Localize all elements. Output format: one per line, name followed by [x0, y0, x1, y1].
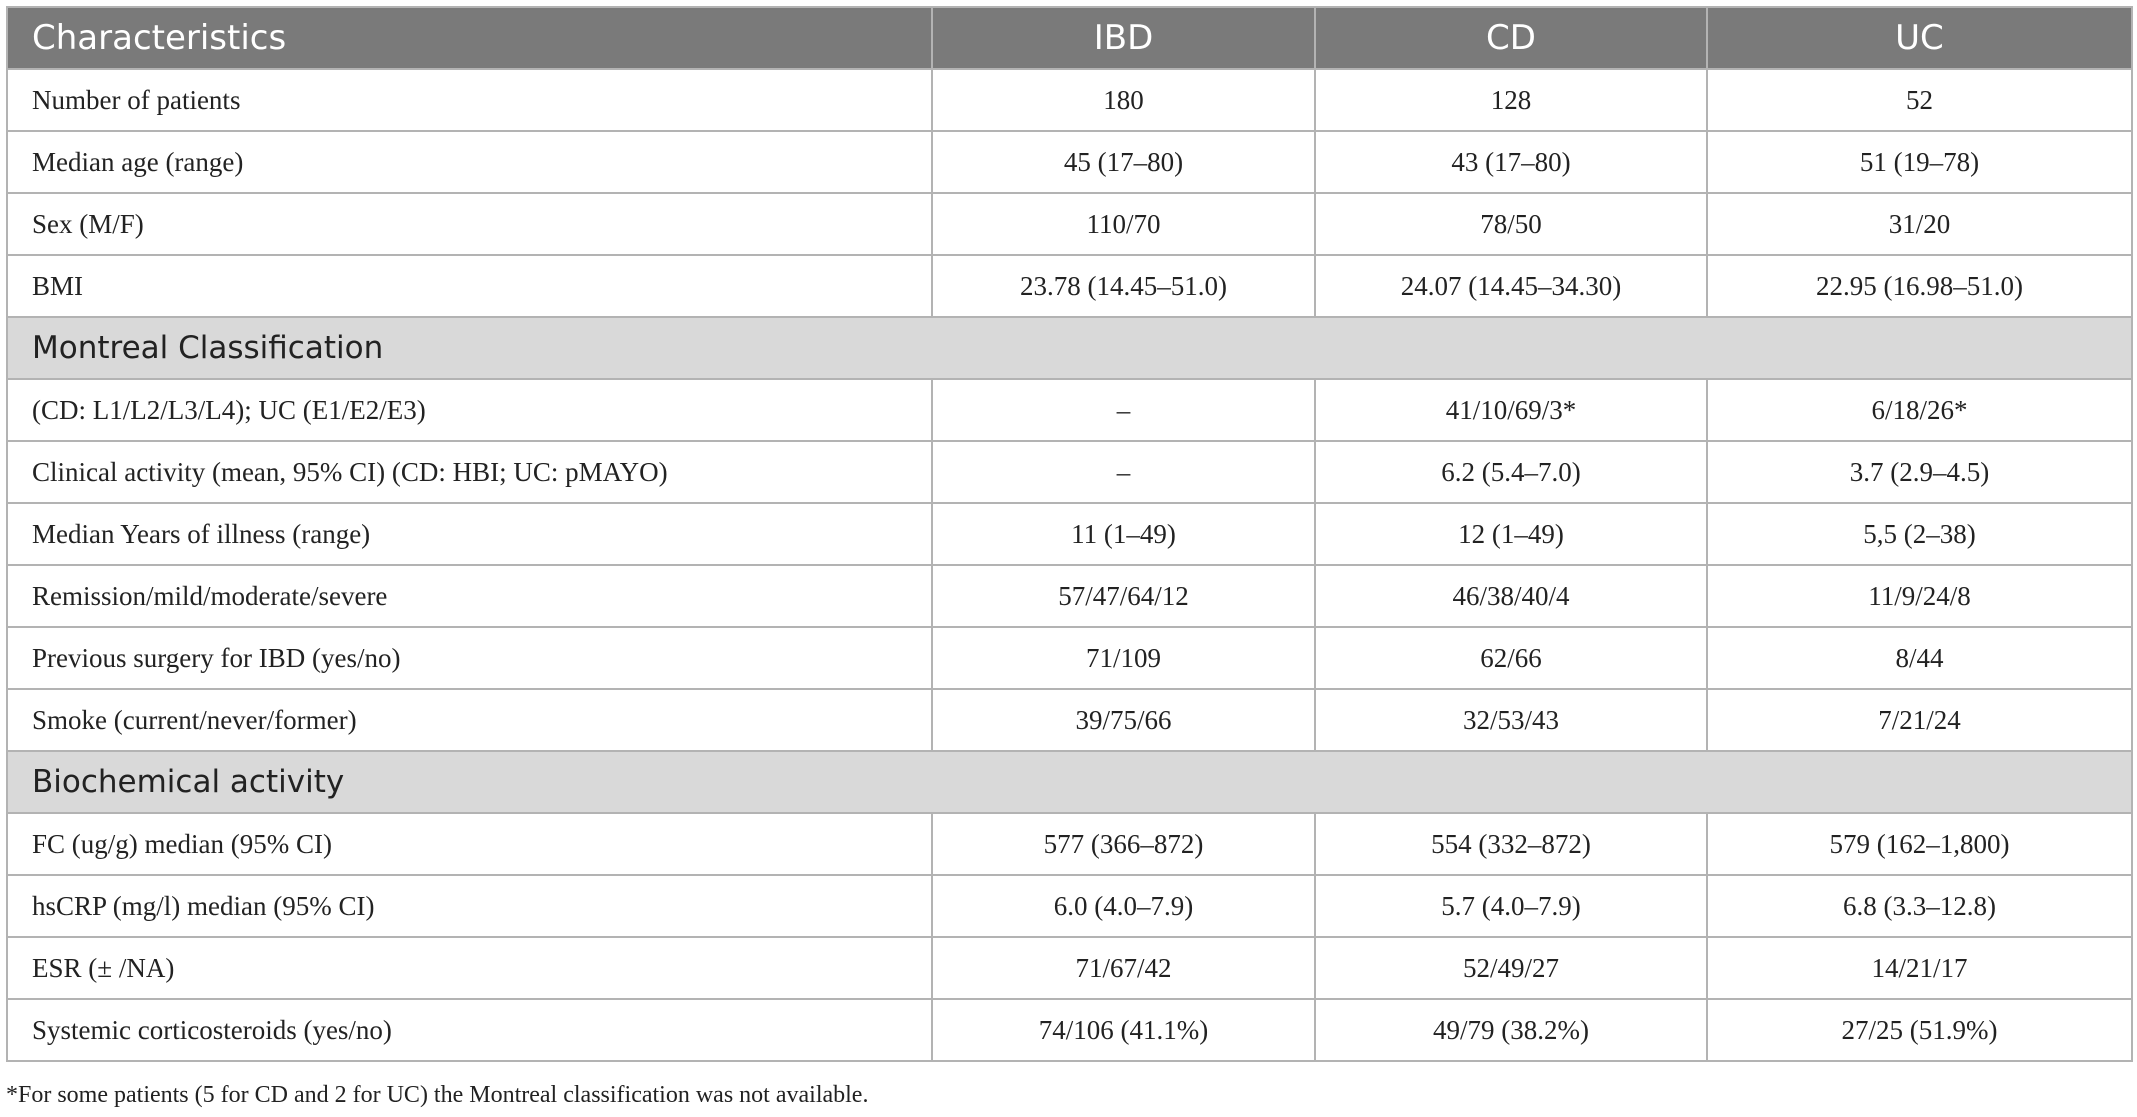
- table-row: [7, 193, 2132, 255]
- cell-ibd: 11 (1–49): [932, 503, 1315, 565]
- row-label: BMI: [7, 255, 932, 317]
- table-row: [7, 689, 2132, 751]
- row-label: Smoke (current/never/former): [7, 689, 932, 751]
- cell-uc: 3.7 (2.9–4.5): [1707, 441, 2132, 503]
- header-ibd: IBD: [932, 7, 1315, 69]
- cell-uc: 51 (19–78): [1707, 131, 2132, 193]
- cell-ibd: 6.0 (4.0–7.9): [932, 875, 1315, 937]
- section-row-montreal: [7, 317, 2132, 379]
- row-label: ESR (± /NA): [7, 937, 932, 999]
- cell-ibd: 23.78 (14.45–51.0): [932, 255, 1315, 317]
- cell-cd: 554 (332–872): [1315, 813, 1707, 875]
- table-row: [7, 813, 2132, 875]
- cell-ibd: 71/67/42: [932, 937, 1315, 999]
- cell-uc: 8/44: [1707, 627, 2132, 689]
- cell-cd: 6.2 (5.4–7.0): [1315, 441, 1707, 503]
- cell-uc: 5,5 (2–38): [1707, 503, 2132, 565]
- table-row: [7, 441, 2132, 503]
- table-header-row: [7, 7, 2132, 69]
- table-row: [7, 627, 2132, 689]
- cell-cd: 46/38/40/4: [1315, 565, 1707, 627]
- cell-cd: 62/66: [1315, 627, 1707, 689]
- cell-ibd: 110/70: [932, 193, 1315, 255]
- cell-cd: 128: [1315, 69, 1707, 131]
- table-row: [7, 69, 2132, 131]
- cell-ibd: –: [932, 379, 1315, 441]
- cell-uc: 27/25 (51.9%): [1707, 999, 2132, 1061]
- cell-cd: 52/49/27: [1315, 937, 1707, 999]
- cell-cd: 12 (1–49): [1315, 503, 1707, 565]
- cell-uc: 52: [1707, 69, 2132, 131]
- cell-ibd: 577 (366–872): [932, 813, 1315, 875]
- cell-uc: 579 (162–1,800): [1707, 813, 2132, 875]
- cell-cd: 24.07 (14.45–34.30): [1315, 255, 1707, 317]
- row-label: (CD: L1/L2/L3/L4); UC (E1/E2/E3): [7, 379, 932, 441]
- header-uc: UC: [1707, 7, 2132, 69]
- cell-cd: 78/50: [1315, 193, 1707, 255]
- cell-cd: 32/53/43: [1315, 689, 1707, 751]
- table-row: [7, 999, 2132, 1061]
- characteristics-table-container: [6, 6, 2131, 1062]
- cell-cd: 43 (17–80): [1315, 131, 1707, 193]
- cell-uc: 22.95 (16.98–51.0): [1707, 255, 2132, 317]
- cell-ibd: 74/106 (41.1%): [932, 999, 1315, 1061]
- table-row: [7, 503, 2132, 565]
- row-label: Sex (M/F): [7, 193, 932, 255]
- cell-uc: 7/21/24: [1707, 689, 2132, 751]
- table-row: [7, 379, 2132, 441]
- row-label: Median age (range): [7, 131, 932, 193]
- row-label: Previous surgery for IBD (yes/no): [7, 627, 932, 689]
- cell-ibd: 180: [932, 69, 1315, 131]
- row-label: Clinical activity (mean, 95% CI) (CD: HBI; UC: pMAYO): [7, 441, 932, 503]
- cell-uc: 11/9/24/8: [1707, 565, 2132, 627]
- characteristics-table: [6, 6, 2133, 1062]
- table-row: [7, 937, 2132, 999]
- header-characteristics: Characteristics: [7, 7, 932, 69]
- cell-cd: 49/79 (38.2%): [1315, 999, 1707, 1061]
- section-title-biochemical: Biochemical activity: [7, 751, 2132, 813]
- cell-ibd: –: [932, 441, 1315, 503]
- cell-ibd: 71/109: [932, 627, 1315, 689]
- header-cd: CD: [1315, 7, 1707, 69]
- cell-uc: 6/18/26*: [1707, 379, 2132, 441]
- cell-ibd: 45 (17–80): [932, 131, 1315, 193]
- cell-cd: 5.7 (4.0–7.9): [1315, 875, 1707, 937]
- row-label: FC (ug/g) median (95% CI): [7, 813, 932, 875]
- row-label: Systemic corticosteroids (yes/no): [7, 999, 932, 1061]
- table-row: [7, 875, 2132, 937]
- row-label: Number of patients: [7, 69, 932, 131]
- cell-ibd: 39/75/66: [932, 689, 1315, 751]
- section-row-biochemical: [7, 751, 2132, 813]
- cell-uc: 31/20: [1707, 193, 2132, 255]
- table-row: [7, 565, 2132, 627]
- row-label: Remission/mild/moderate/severe: [7, 565, 932, 627]
- table-row: [7, 131, 2132, 193]
- section-title-montreal: Montreal Classification: [7, 317, 2132, 379]
- cell-ibd: 57/47/64/12: [932, 565, 1315, 627]
- cell-uc: 6.8 (3.3–12.8): [1707, 875, 2132, 937]
- cell-uc: 14/21/17: [1707, 937, 2132, 999]
- table-row: [7, 255, 2132, 317]
- table-footnote: *For some patients (5 for CD and 2 for UC) the Montreal classification was not available.: [6, 1082, 869, 1108]
- row-label: hsCRP (mg/l) median (95% CI): [7, 875, 932, 937]
- cell-cd: 41/10/69/3*: [1315, 379, 1707, 441]
- row-label: Median Years of illness (range): [7, 503, 932, 565]
